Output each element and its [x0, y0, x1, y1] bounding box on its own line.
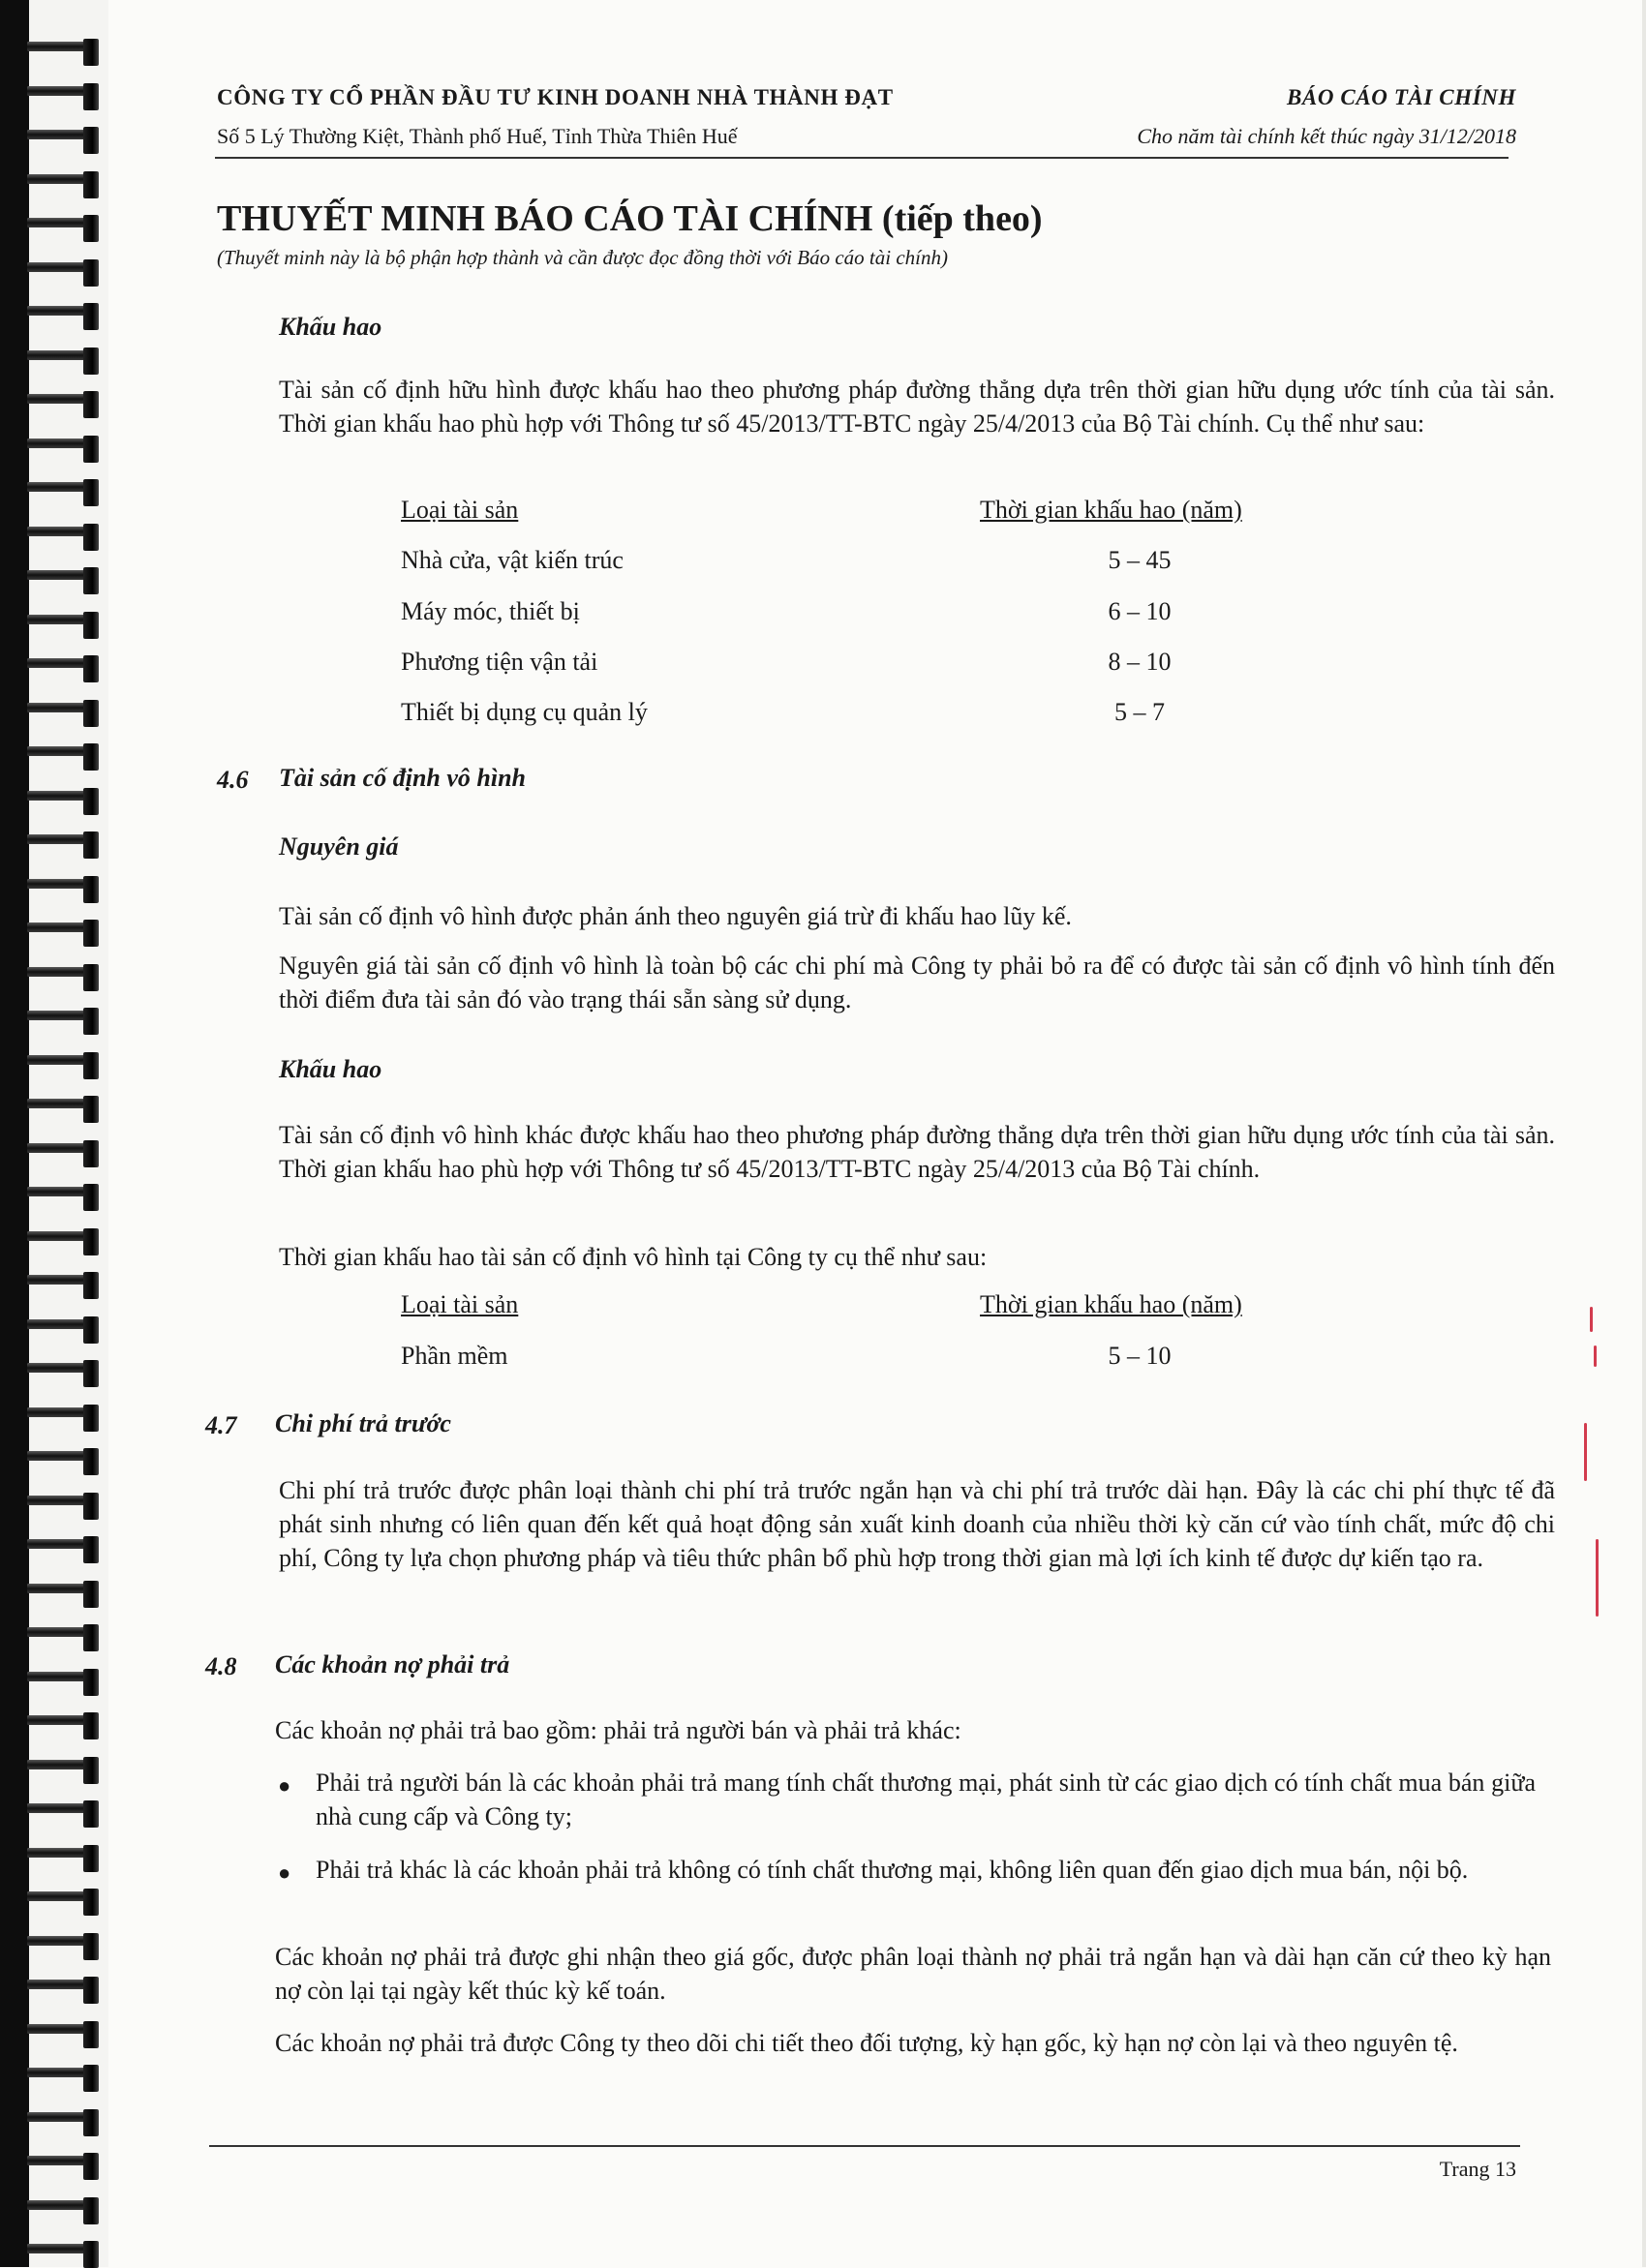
section-title-4-8: Các khoản nợ phải trả	[275, 1650, 510, 1678]
tangible-row-asset: Máy móc, thiết bị	[401, 597, 580, 625]
binding-ring	[27, 1052, 99, 1079]
intangible-depreciation-intro: Thời gian khấu hao tài sản cố định vô hình tại Công ty cụ thể như sau:	[279, 1243, 988, 1271]
binding-ring	[27, 1889, 99, 1916]
section-number-4-8: 4.8	[205, 1652, 237, 1680]
binding-ring	[27, 436, 99, 463]
binding-ring	[27, 1096, 99, 1123]
binding-ring	[27, 1493, 99, 1520]
header-divider	[215, 157, 1509, 159]
bullet-marker: ●	[278, 1773, 291, 1798]
binding-ring	[27, 743, 99, 771]
tangible-row-years: 5 – 45	[1108, 546, 1172, 574]
binding-ring	[27, 215, 99, 242]
binding-ring	[27, 39, 99, 66]
binding-ring	[27, 2109, 99, 2136]
intangible-col-period-header: Thời gian khấu hao (năm)	[980, 1290, 1242, 1318]
binding-ring	[27, 2021, 99, 2048]
tangible-depreciation-heading: Khấu hao	[279, 313, 382, 341]
binding-ring	[27, 391, 99, 418]
intangible-cost-heading: Nguyên giá	[279, 832, 399, 861]
section-number-4-6: 4.6	[217, 766, 249, 794]
binding-ring	[27, 127, 99, 154]
tangible-row-years: 6 – 10	[1108, 597, 1172, 625]
page-subtitle: (Thuyết minh này là bộ phận hợp thành và cần được đọc đồng thời với Báo cáo tài chính)	[217, 246, 948, 269]
page-edge	[1642, 0, 1646, 2267]
binding-ring	[27, 1800, 99, 1828]
tangible-row-years: 5 – 7	[1114, 698, 1165, 726]
tangible-col-period-header: Thời gian khấu hao (năm)	[980, 496, 1242, 524]
binding-ring	[27, 876, 99, 903]
page-title: THUYẾT MINH BÁO CÁO TÀI CHÍNH (tiếp theo)	[217, 198, 1043, 239]
prepaid-expenses-paragraph: Chi phí trả trước được phân loại thành chi phí trả trước ngắn hạn và chi phí trả trước dài hạn. Đây là các chi phí thực tế đã phát sinh nhưng có liên quan đến kết quả hoạt động sản xuất kinh doanh của nhiều thời kỳ căn cứ vào tính chất, mức độ chi phí, Công ty lựa chọn phương pháp và tiêu thức phân bổ phù hợp trong thời gian mà lợi ích kinh tế được dự kiến tạo ra.	[279, 1476, 1555, 1572]
tangible-depreciation-paragraph: Tài sản cố định hữu hình được khấu hao theo phương pháp đường thẳng dựa trên thời gian hữu dụng ước tính của tài sản. Thời gian khấu hao phù hợp với Thông tư số 45/2013/TT-BTC ngày 25/4/2013 của Bộ Tài chính. Cụ thể như sau:	[279, 376, 1555, 438]
intangible-row-years: 5 – 10	[1108, 1342, 1172, 1370]
red-pen-margin-mark	[1580, 1307, 1619, 1636]
binding-ring	[27, 1977, 99, 2004]
binding-ring	[27, 1757, 99, 1784]
binding-ring	[27, 612, 99, 639]
binding-ring	[27, 1405, 99, 1432]
binding-ring	[27, 2065, 99, 2092]
section-title-4-7: Chi phí trả trước	[275, 1409, 451, 1437]
binding-ring	[27, 1624, 99, 1651]
company-name: CÔNG TY CỔ PHẦN ĐẦU TƯ KINH DOANH NHÀ THÀNH ĐẠT	[217, 85, 894, 109]
binding-ring	[27, 524, 99, 551]
binding-ring	[27, 303, 99, 330]
payables-tracking-paragraph: Các khoản nợ phải trả được Công ty theo dõi chi tiết theo đối tượng, kỳ hạn gốc, kỳ hạn nợ còn lại và theo nguyên tệ.	[275, 2029, 1458, 2057]
binding-ring	[27, 964, 99, 991]
binding-ring	[27, 479, 99, 506]
intangible-depreciation-heading: Khấu hao	[279, 1055, 382, 1083]
payables-recognition-paragraph: Các khoản nợ phải trả được ghi nhận theo giá gốc, được phân loại thành nợ phải trả ngắn hạn và dài hạn căn cứ theo kỳ hạn nợ còn lại tại ngày kết thúc kỳ kế toán.	[275, 1943, 1551, 2005]
binding-ring	[27, 1448, 99, 1475]
binding-ring	[27, 1272, 99, 1299]
tangible-col-asset-header: Loại tài sản	[401, 496, 519, 524]
page-number: Trang 13	[1439, 2157, 1516, 2181]
tangible-row-asset: Thiết bị dụng cụ quản lý	[401, 698, 648, 726]
binding-ring	[27, 2197, 99, 2224]
binding-ring	[27, 1316, 99, 1344]
binding-ring	[27, 1712, 99, 1739]
binding-ring	[27, 259, 99, 287]
intangible-col-asset-header: Loại tài sản	[401, 1290, 519, 1318]
spiral-binding	[0, 0, 108, 2267]
tangible-row-asset: Phương tiện vận tải	[401, 648, 598, 676]
binding-ring	[27, 1845, 99, 1872]
report-title: BÁO CÁO TÀI CHÍNH	[1286, 85, 1516, 109]
footer-divider	[209, 2145, 1520, 2147]
binding-ring	[27, 1536, 99, 1563]
binding-ring	[27, 567, 99, 594]
payables-bullet-2: Phải trả khác là các khoản phải trả không có tính chất thương mại, không liên quan đến giao dịch mua bán, nội bộ.	[316, 1856, 1469, 1884]
binding-ring	[27, 1933, 99, 1960]
tangible-row-years: 8 – 10	[1108, 648, 1172, 676]
binding-ring	[27, 2241, 99, 2268]
bullet-marker: ●	[278, 1860, 291, 1885]
binding-ring	[27, 1140, 99, 1167]
binding-ring	[27, 1184, 99, 1211]
intangible-row-asset: Phần mềm	[401, 1342, 508, 1370]
binding-ring	[27, 655, 99, 682]
binding-ring	[27, 1581, 99, 1608]
intangible-cost-paragraph-1: Tài sản cố định vô hình được phản ánh theo nguyên giá trừ đi khấu hao lũy kế.	[279, 902, 1072, 930]
binding-ring	[27, 171, 99, 198]
binding-ring	[27, 2153, 99, 2180]
section-number-4-7: 4.7	[205, 1411, 237, 1439]
payables-bullet-1: Phải trả người bán là các khoản phải trả mang tính chất thương mại, phát sinh từ các giao dịch có tính chất mua bán giữa nhà cung cấp và Công ty;	[316, 1769, 1536, 1830]
section-title-4-6: Tài sản cố định vô hình	[279, 764, 527, 792]
report-period: Cho năm tài chính kết thúc ngày 31/12/2018	[1137, 124, 1516, 148]
binding-ring	[27, 1008, 99, 1035]
binding-ring	[27, 1360, 99, 1387]
binding-ring	[27, 1228, 99, 1255]
binding-ring	[27, 1669, 99, 1696]
intangible-depreciation-paragraph: Tài sản cố định vô hình khác được khấu hao theo phương pháp đường thẳng dựa trên thời gian hữu dụng ước tính của tài sản. Thời gian khấu hao phù hợp với Thông tư số 45/2013/TT-BTC ngày 25/4/2013 của Bộ Tài chính.	[279, 1121, 1555, 1183]
intangible-cost-paragraph-2: Nguyên giá tài sản cố định vô hình là toàn bộ các chi phí mà Công ty phải bỏ ra để có được tài sản cố định vô hình tính đến thời điểm đưa tài sản đó vào trạng thái sẵn sàng sử dụng.	[279, 952, 1555, 1013]
payables-intro: Các khoản nợ phải trả bao gồm: phải trả người bán và phải trả khác:	[275, 1716, 961, 1744]
binding-ring	[27, 832, 99, 859]
binding-ring	[27, 920, 99, 947]
binding-ring	[27, 788, 99, 815]
binding-ring	[27, 348, 99, 375]
tangible-row-asset: Nhà cửa, vật kiến trúc	[401, 546, 624, 574]
binding-ring	[27, 83, 99, 110]
company-address: Số 5 Lý Thường Kiệt, Thành phố Huế, Tỉnh Thừa Thiên Huế	[217, 124, 738, 148]
binding-ring	[27, 700, 99, 727]
